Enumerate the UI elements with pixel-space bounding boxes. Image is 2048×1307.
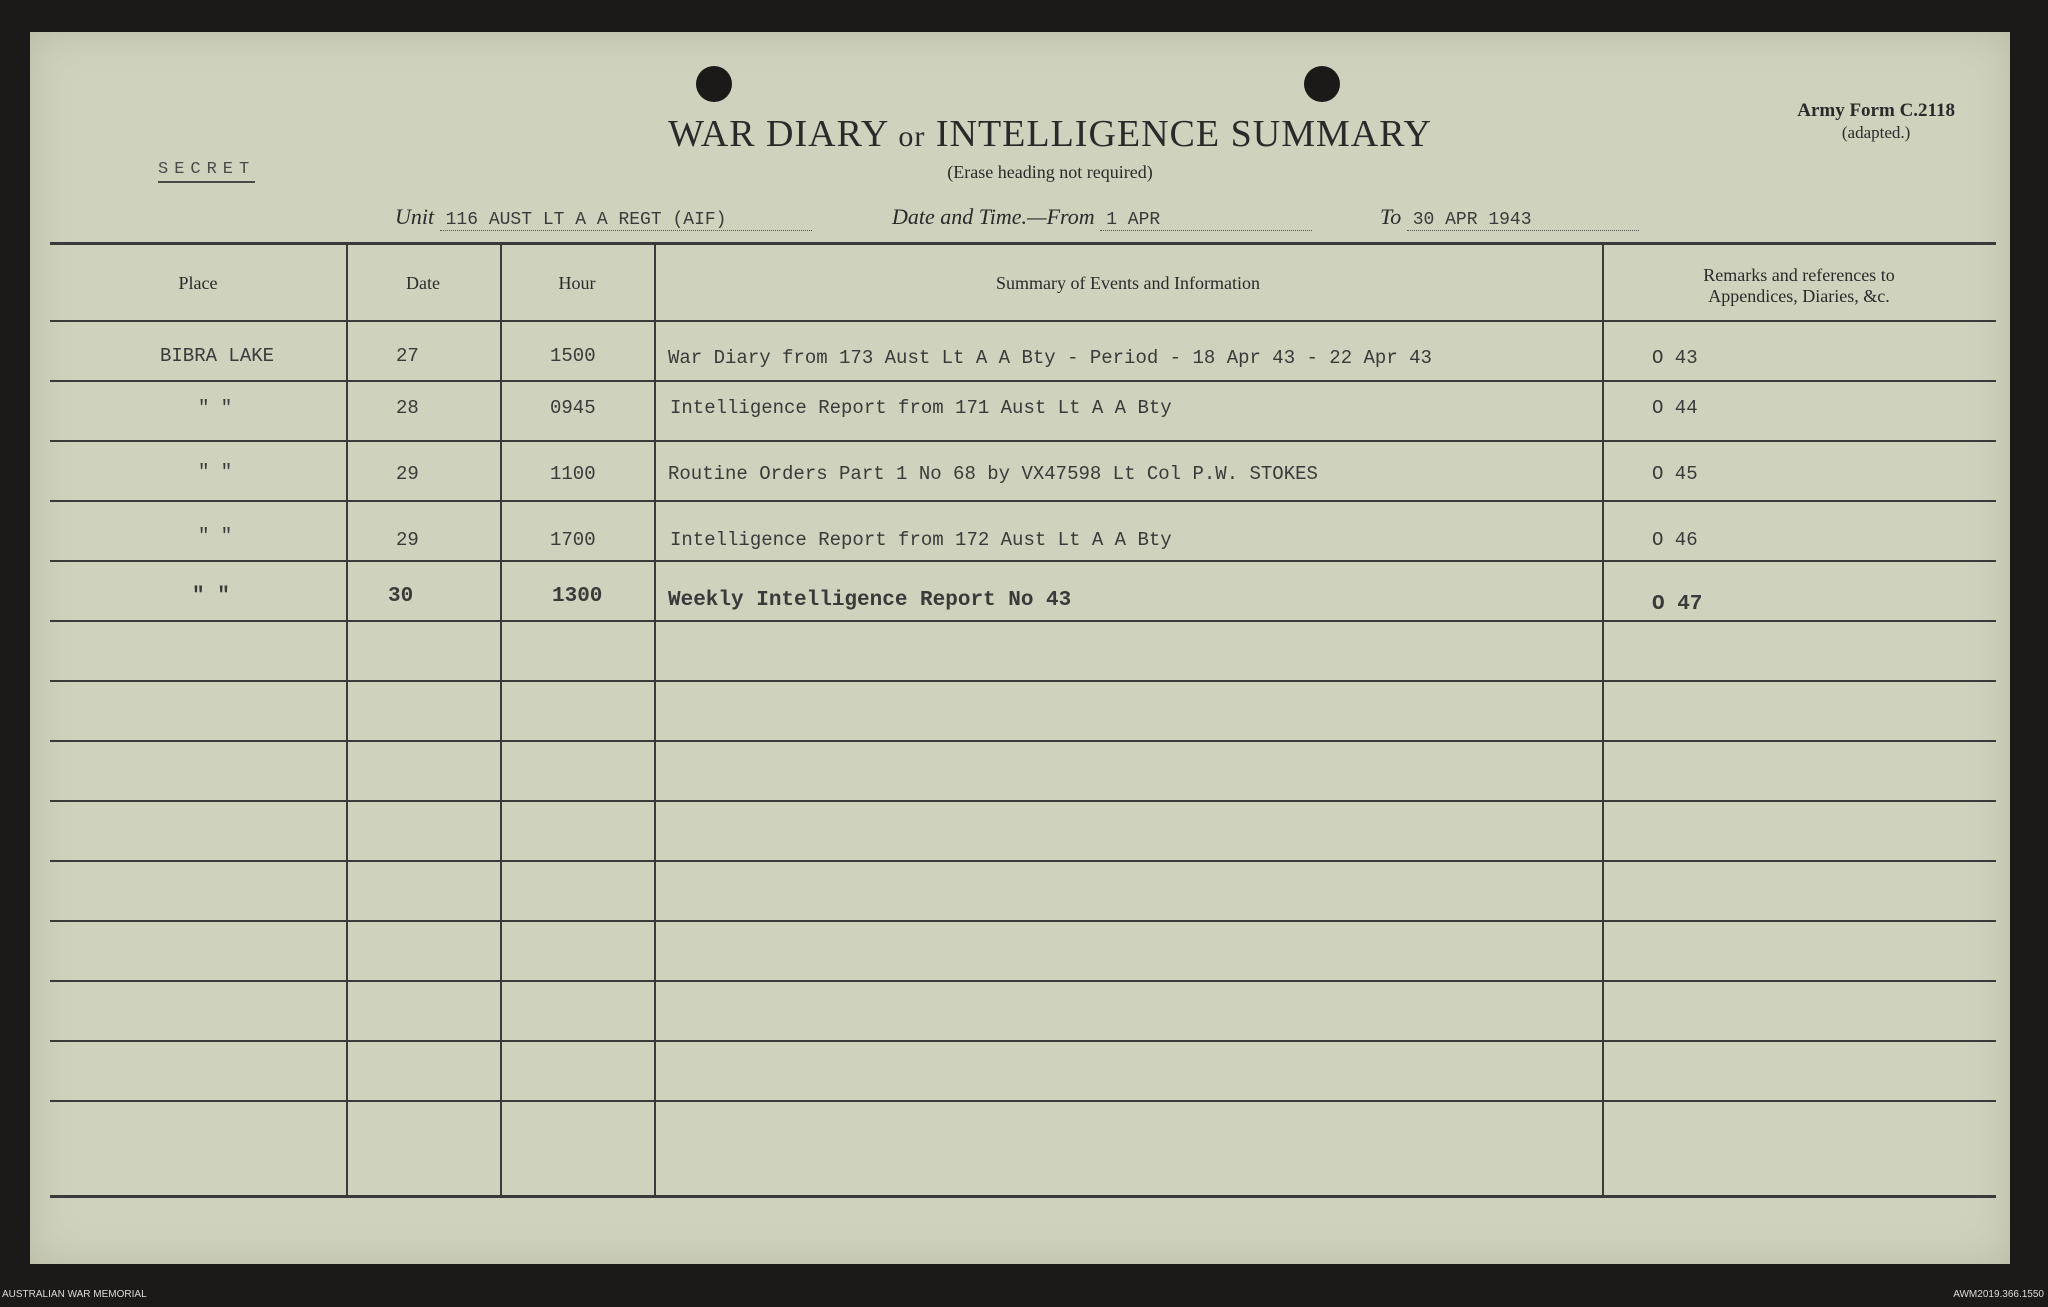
- entry-remarks: O 45: [1652, 463, 1698, 485]
- date-to-field: [1380, 204, 1639, 231]
- footer-archive-label: AUSTRALIAN WAR MEMORIAL: [2, 1289, 147, 1300]
- entry-date: 27: [396, 345, 419, 367]
- entry-hour: 1700: [550, 529, 596, 551]
- entry-remarks: O 44: [1652, 397, 1698, 419]
- form-adapted-label: (adapted.): [1841, 123, 1911, 142]
- entry-place: " ": [198, 461, 233, 483]
- document-subtitle: (Erase heading not required): [947, 162, 1153, 182]
- column-header-place: Place: [178, 273, 218, 293]
- footer-item-id: AWM2019.366.1550: [1953, 1289, 2044, 1300]
- entry-place: " ": [192, 585, 230, 608]
- entry-hour: 1300: [552, 585, 603, 608]
- date-to-label: To: [1380, 204, 1402, 229]
- entry-place: BIBRA LAKE: [160, 345, 275, 367]
- diary-sheet: [30, 32, 2010, 1264]
- column-header-remarks: [1602, 265, 1996, 307]
- entry-date: 29: [396, 529, 419, 551]
- entry-summary: War Diary from 173 Aust Lt A A Bty - Period - 18 Apr 43 - 22 Apr 43: [668, 347, 1432, 369]
- entry-hour: 0945: [550, 397, 596, 419]
- remarks-header-line1: Remarks and references to: [1703, 265, 1895, 285]
- entry-hour: 1100: [550, 463, 596, 485]
- punch-hole-right: [1304, 66, 1340, 102]
- column-header-hour: Hour: [558, 273, 596, 293]
- date-to-value: 30 APR 1943: [1407, 210, 1639, 231]
- date-from-value: 1 APR: [1100, 210, 1312, 231]
- date-field: [892, 204, 1312, 231]
- unit-label: Unit: [395, 204, 435, 229]
- title-intelligence-summary: INTELLIGENCE SUMMARY: [935, 113, 1432, 155]
- classification-stamp: SECRET: [158, 160, 255, 183]
- entry-hour: 1500: [550, 345, 596, 367]
- entry-summary: Routine Orders Part 1 No 68 by VX47598 Lt Col P.W. STOKES: [668, 463, 1318, 485]
- entry-summary: Intelligence Report from 172 Aust Lt A A Bty: [670, 529, 1172, 551]
- unit-field: [395, 204, 812, 231]
- date-from-label: Date and Time.—From: [892, 204, 1095, 229]
- entry-summary: Weekly Intelligence Report No 43: [668, 589, 1072, 612]
- punch-hole-left: [696, 66, 732, 102]
- title-or: or: [898, 120, 926, 153]
- entry-date: 29: [396, 463, 419, 485]
- entry-date: 28: [396, 397, 419, 419]
- entry-remarks: O 47: [1652, 593, 1703, 616]
- entry-place: " ": [198, 525, 233, 547]
- column-header-date: Date: [406, 273, 440, 293]
- column-header-summary: Summary of Events and Information: [996, 273, 1260, 293]
- form-number: [1797, 100, 1955, 144]
- document-title: [600, 112, 1500, 156]
- entry-date: 30: [388, 585, 414, 608]
- entry-remarks: O 46: [1652, 529, 1698, 551]
- entry-summary: Intelligence Report from 171 Aust Lt A A Bty: [670, 397, 1172, 419]
- entry-remarks: O 43: [1652, 347, 1698, 369]
- title-war-diary: WAR DIARY: [668, 113, 888, 155]
- diary-table: [50, 242, 1996, 1198]
- remarks-header-line2: Appendices, Diaries, &c.: [1708, 286, 1890, 306]
- unit-value: 116 AUST LT A A REGT (AIF): [440, 210, 812, 231]
- form-number-label: Army Form C.2118: [1797, 100, 1955, 121]
- entry-place: " ": [198, 397, 233, 419]
